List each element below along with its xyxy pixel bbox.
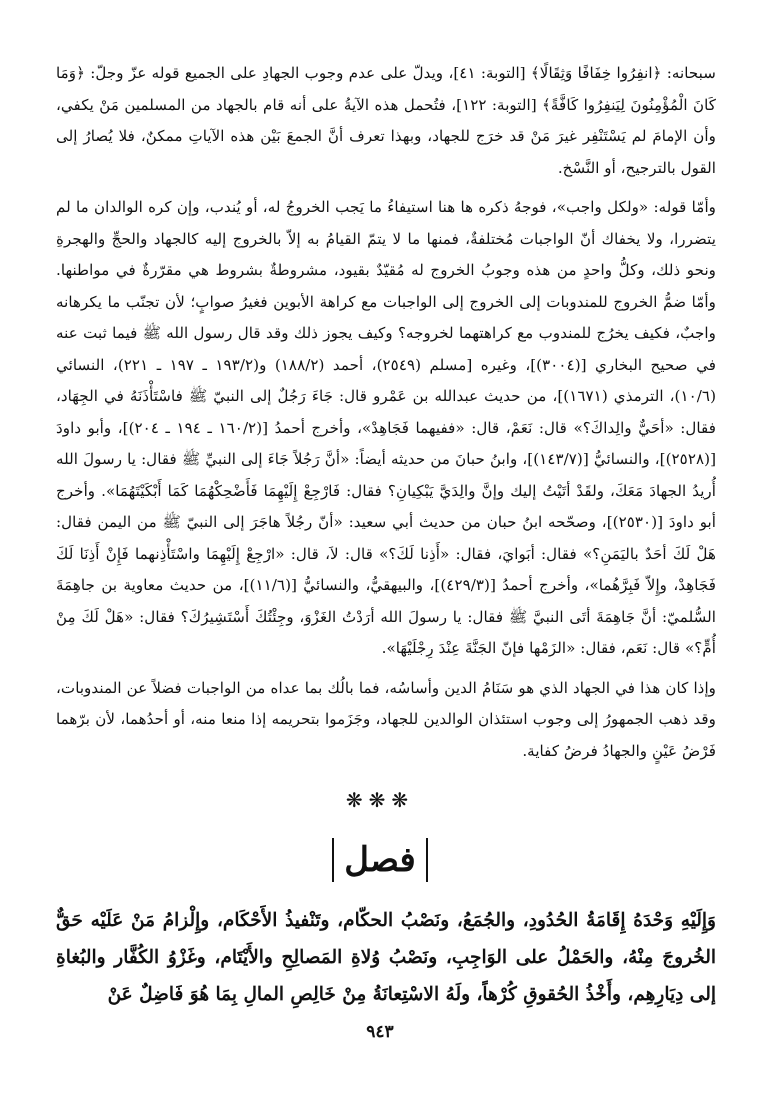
page-number: ٩٤٣ — [366, 1022, 394, 1042]
section-separator: ❋❋❋ — [345, 788, 415, 812]
matn-text: وَإِلَيْهِ وَحْدَهُ إِقَامَةُ الحُدُودِ، والجُمَعُ، ونَصْبُ الحكّام، وتَنْفيذُ الأَحْكَام، وإِلْزامُ مَنْ عَلَيْه حَقٌّ الخُروجَ مِنْهُ، والحَمْلُ على الوَاجِبِ، ونَصْبُ وُلاةِ المَصالِحِ والأَيْتَام، وغَزْوُ الكُفَّار والبُغاةِ إلى دِيَارِهِم، وأَخْذُ الحُقوقِ كُرْهاً، ولَهُ الاسْتِعانَةُ مِنْ خَالِصِ المالِ بِمَا هُوَ فَاضِلٌ عَنْ — [56, 910, 716, 1005]
commentary-paragraph-1: سبحانه: ﴿انفِرُوا خِفَافًا وَثِقَالًا﴾ [التوبة: ٤١]، ويدلّ على عدم وجوب الجهادِ على الجميع قوله عزّ وجلّ: ﴿وَمَا كَانَ الْمُؤْمِنُونَ لِيَنفِرُوا كَافَّةً﴾ [التوبة: ١٢٢]، فتُحمل هذه الآيةُ على أنه قام بالجهاد من المسلمين مَنْ يكفي، وأن الإمامَ لم يَسْتَنْفِر غيرَ مَنْ قد خرَج للجهاد، وبهذا تعرف أنَّ الجمعَ بَيْن هذه الآياتِ ممكنٌ، فلا يُصارُ إلى القول بالترجيح، أو النَّسْخ. — [56, 64, 716, 177]
section-heading-wrap — [0, 838, 760, 882]
commentary-body — [56, 58, 716, 767]
commentary-paragraph-3: وإذا كان هذا في الجهاد الذي هو سَنَامُ الدين وأساسُه، فما بالُك بما عداه من الواجبات فضلاً عن المندوبات، وقد ذهب الجمهورُ إلى وجوب استئذان الوالدين للجهاد، وجَزَموا بتحريمه إذا منعا منه، أو أحدُهما، لأن برّهما فَرْضُ عَيْنٍ والجهادُ فرضُ كفاية. — [56, 678, 716, 760]
commentary-paragraph-2: وأمّا قوله: «ولكل واجب»، فوجهُ ذكره ها هنا استيفاءُ ما يَجب الخروجُ له، أو يُندب، وإن كره الوالدان ما لم يتضررا، ولا يخفاك أنّ الواجبات مُختلفةٌ، فمنها ما لا يتمّ القيامُ به إلاّ بالخروج إليه كالجهاد والحجِّ والهجرةِ ونحو ذلك، وكلُّ واحدٍ من هذه وجوبُ الخروج له مُقيّدٌ بقيود، مشروطةٌ بشروط هي مقرّرةٌ في مواطنها. وأمّا ضمُّ الخروج للمندوبات إلى الخروج إلى الواجبات مع كراهة الأبوين فغيرُ صوابٍ؛ لأن تجنّب ما يكرهانه واجبٌ، فكيف يخرُج للمندوب مع كراهتهما لخروجه؟ وكيف يجوز ذلك وقد قال رسول الله ﷺ فيما ثبت عنه في صحيح البخاري [(٣٠٠٤)]، وغيره [مسلم (٢٥٤٩)، أحمد (١٨٨/٢) و(١٩٣/٢ ـ ١٩٧ ـ ٢٢١)، النسائي (١٠/٦)، الترمذي (١٦٧١)]، من حديث عبدالله بن عَمْرو قال: جَاءَ رَجُلٌ إلى النبيّ ﷺ فاسْتَأْذَنَهُ في الجِهَاد، فقال: «أحَيٌّ والِداكَ؟» قال: نَعَمْ، قال: «ففيهما فَجَاهِدْ»، وأخرج أحمدُ [(١٦٠/٢ ـ ١٩٤ ـ ٢٠٤)]، وأبو داودَ [(٢٥٢٨)]، والنسائيُّ [(١٤٣/٧)]، وابنُ حبانَ من حديثه أيضاً: «أنَّ رَجُلاً جَاءَ إلى النبيِّ ﷺ فقال: يا رسولَ الله أُريدُ الجهادَ مَعَكَ، ولقَدْ أتَيْتُ إليك وإنَّ والِدَيَّ يَبْكِيانِ؟ فقال: فَارْجِعْ إِلَيْهِمَا فَأَضْحِكْهُمَا كَمَا أَبْكَيْتَهُمَا». وأخرج أبو داودَ [(٢٥٣٠)]، وصحّحه ابنُ حبان من حديث أبي سعيد: «أنّ رجُلاً هاجَرَ إلى النبيّ ﷺ من اليمن فقال: هَلْ لَكَ أحَدٌ باليَمَنِ؟» فقال: أبَوايَ، فقال: «أَذِنا لَكَ؟» قال: لاَ، قال: «ارْجِعْ إِلَيْهِمَا واسْتَأْذِنهما فَإِنْ أَذِنَا لَكَ فَجَاهِدْ، وإِلاّ فَبِرَّهُما»، وأخرج أحمدُ [(٤٢٩/٣)]، والبيهقيُّ، والنسائيُّ [(١١/٦)]، من حديث معاوية بن جاهِمَةَ السُّلميّ: أنَّ جَاهِمَةَ أتَى النبيَّ ﷺ فقال: يا رسولَ الله أرَدْتُ الغَزْوَ، وجِئْتُكَ أَسْتَشِيرُكَ؟ فقال: «هَلْ لَكَ مِنْ أُمٍّ؟» قال: نَعَم، فقال: «الزَمْها فإنّ الجَنَّةَ عِنْدَ رِجْلَيْهَا». — [56, 198, 717, 657]
section-heading: فصل — [332, 838, 428, 882]
